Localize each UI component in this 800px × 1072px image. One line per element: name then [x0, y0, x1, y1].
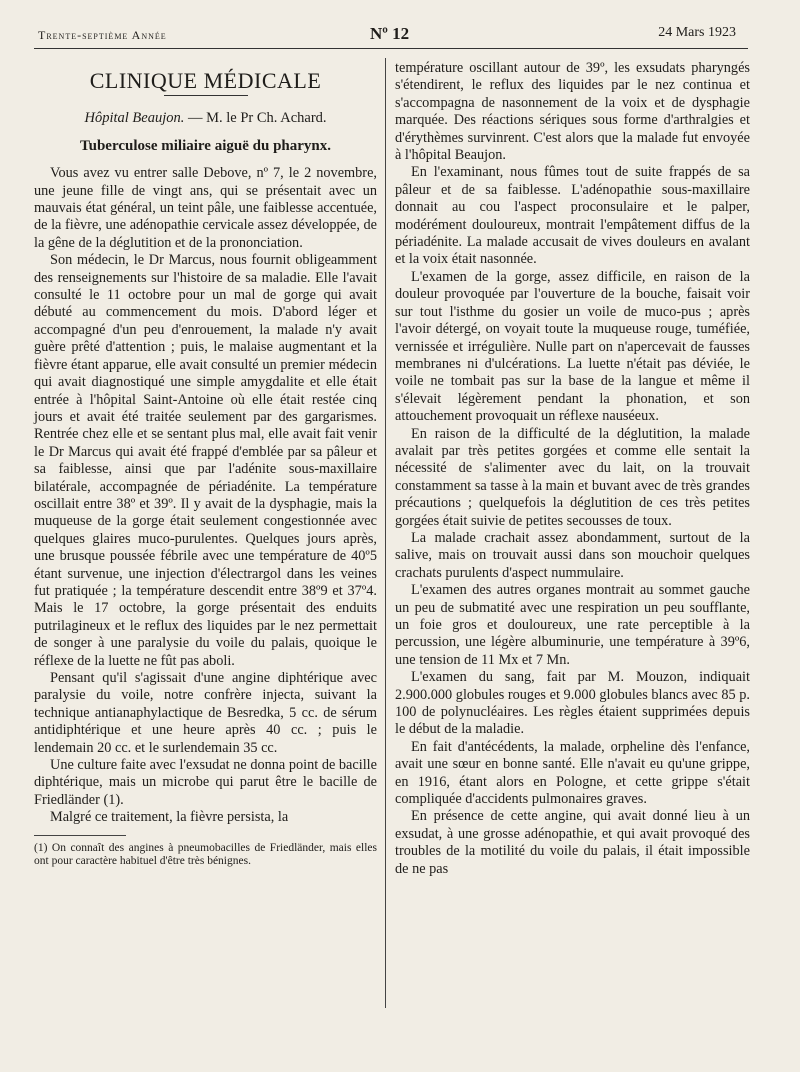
title-rule [164, 95, 248, 96]
author-line [34, 110, 377, 127]
right-column [395, 60, 750, 878]
paragraph: En fait d'antécédents, la malade, orpheline dès l'enfance, avait une sœur en bonne santé. Elle n'avait eu qu'une grippe, en 1916, étant alors en Pologne, et cette grippe s'était compliquée d'accidents pulmonaires graves. [395, 738, 750, 808]
author-name: — M. le Pr Ch. Achard. [184, 110, 327, 127]
paragraph: température oscillant autour de 39º, les exsudats pharyngés s'étendirent, le reflux des liquides par le nez continua et s'accompagna de nasonnement de la voix et de dysphagie marquée. Des réactions sériques sous forme d'arthralgies et d'érythèmes survinrent. C'est alors que la malade fut envoyée à l'hôpital Beaujon. [395, 60, 750, 164]
article-title: Tuberculose miliaire aiguë du pharynx. [79, 137, 331, 154]
paragraph: Vous avez vu entrer salle Debove, nº 7, le 2 novembre, une jeune fille de vingt ans, qui se présentait avec un mauvais état général, un teint pâle, une faiblesse accentuée, de la fièvre, une adénopathie cervicale assez développée, de la gêne de la déglutition et de la prononciation. [34, 165, 377, 251]
paragraph: Son médecin, le Dr Marcus, nous fournit obligeamment des renseignements sur l'histoire de sa maladie. Elle l'avait consulté le 11 octobre pour un mal de gorge qui avait débuté au commencement du mois. D'abord léger et accompagné d'un peu d'enrouement, la malade n'y avait guère prêté d'attention ; puis, le malaise augmentant et la fièvre étant apparue, elle avait consulté un premier médecin qui avait diagnostiqué une simple amygdalite et elle était entrée à l'hôpital Saint-Antoine où elle était restée cinq jours et avait été traitée seulement par des gargarismes. Rentrée chez elle et se sentant plus mal, elle avait fait venir le Dr Marcus qui avait été frappé d'emblée par sa pâleur et sa faiblesse, ainsi que par l'adénite sous-maxillaire bilatérale, accompagnée de périadénite. La température oscillait entre 38º et 39º. Il y avait de la dysphagie, mais la muqueuse de la gorge était seulement congestionnée avec quelques glaires muco-purulentes. Quelques jours après, une brusque poussée fébrile avec une température de 40º5 étant survenue, une injection d'électrargol dans les veines fut pratiquée ; la température descendit entre 38º9 et 37º4. Mais le 17 octobre, la gorge présentait des enduits putrilagineux et le reflux des liquides par le nez permettait de songer à une paralysie du voile du palais, quoique le réflexe de la luette ne fût pas aboli. [34, 252, 377, 669]
section-title: CLINIQUE MÉDICALE [89, 68, 322, 93]
paragraph: En raison de la difficulté de la déglutition, la malade avalait par très petites gorgées et comme elle sentait la nécessité de s'alimenter avec du lait, on la trouvait constamment sa tasse à la main et buvant avec de très grandes précautions ; quelquefois la déglutition de ces très petites gorgées était suivie de petites secousses de toux. [395, 425, 750, 529]
issue-date: 24 Mars 1923 [658, 25, 736, 40]
paragraph: L'examen du sang, fait par M. Mouzon, indiquait 2.900.000 globules rouges et 9.000 globules blancs avec 85 p. 100 de polynucléaires. Les règles étaient supprimées depuis le début de la maladie. [395, 669, 750, 738]
footnote: (1) On connaît des angines à pneumobacilles de Friedländer, mais elles ont pour caractère habituel d'être très bénignes. [34, 841, 377, 867]
hospital-name: Hôpital Beaujon. [84, 110, 185, 127]
paragraph: L'examen des autres organes montrait au sommet gauche un peu de submatité avec une respiration un peu soufflante, un foie gros et douloureux, une rate perceptible à la percussion, une légère albuminurie, une température à 39º6, une tension de 11 Mx et 7 Mn. [395, 582, 750, 668]
issue-number: Nº 12 [370, 24, 410, 43]
left-column [34, 58, 377, 868]
paragraph: Une culture faite avec l'exsudat ne donna point de bacille diphtérique, mais un microbe qui parut être le bacille de Friedländer (1). [34, 757, 377, 808]
paragraph: La malade crachait assez abondamment, surtout de la salive, mais on trouvait aussi dans son mouchoir quelques crachats purulents d'aspect nummulaire. [395, 529, 750, 581]
paragraph: Pensant qu'il s'agissait d'une angine diphtérique avec paralysie du voile, notre confrère injecta, suivant la technique antianaphylactique de Besredka, 5 cc. de sérum antidiphtérique et une heure après 40 cc. ; puis le lendemain 20 cc. et le surlendemain 35 cc. [34, 670, 377, 756]
paragraph: Malgré ce traitement, la fièvre persista, la [50, 809, 289, 826]
paragraph: En présence de cette angine, qui avait donné lieu à un exsudat, à une grosse adénopathie, et qui avait provoqué des troubles de la motilité du voile du palais, il était impossible de ne pas [395, 808, 750, 877]
paragraph: En l'examinant, nous fûmes tout de suite frappés de sa pâleur et de sa faiblesse. L'adénopathie sous-maxillaire donnait au cou l'aspect proconsulaire et le palper, modérément douloureux, montrait l'empâtement diffus de la périadénite. La malade accusait de vives douleurs en avalant et la voix était nasonnée. [395, 164, 750, 268]
footnote-rule [34, 835, 126, 836]
header-rule [34, 48, 748, 49]
paragraph: L'examen de la gorge, assez difficile, en raison de la douleur provoquée par l'ouverture de la bouche, faisait voir sur tout l'isthme du gosier un voile de muco-pus ; après l'avoir détergé, on voyait toute la muqueuse rouge, tuméfiée, vernissée et irrégulière. Nulle part on n'apercevait de fausses membranes ni d'ulcérations. La luette n'était pas déviée, le voile ne tombait pas sur la base de la langue et même il s'élevait légèrement pendant la phonation, et son attouchement provoquait un réflexe nauséeux. [395, 268, 750, 425]
column-divider [385, 58, 386, 1008]
volume-label: Trente-septième Année [38, 28, 167, 42]
